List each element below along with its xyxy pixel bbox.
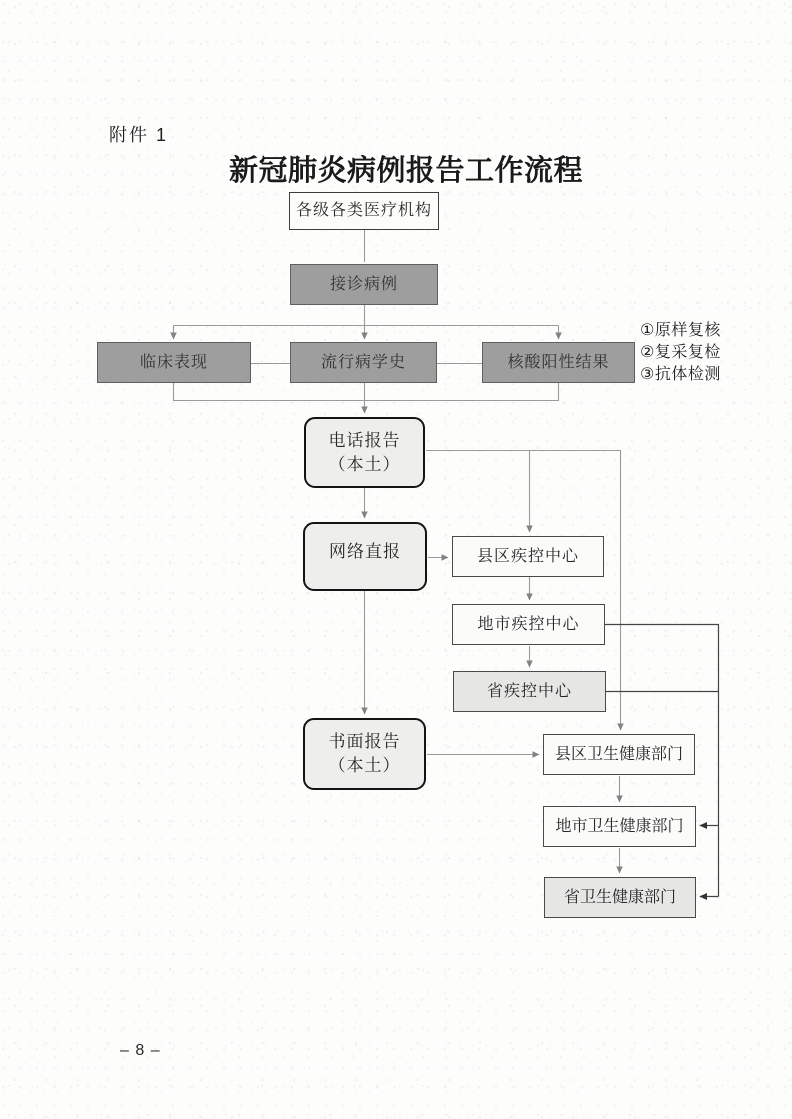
node-network-report bbox=[303, 522, 427, 591]
node-provincial-health-label: 省卫生健康部门 bbox=[563, 888, 676, 906]
node-county-cdc-label: 县区疾控中心 bbox=[476, 547, 579, 565]
side-note-line-3: ③抗体检测 bbox=[640, 366, 721, 383]
node-county-health bbox=[543, 734, 695, 775]
node-medical-orgs bbox=[289, 192, 439, 230]
node-written-report-line1: 书面报告 bbox=[328, 732, 401, 751]
node-medical-orgs-label: 各级各类医疗机构 bbox=[295, 202, 432, 220]
node-receive-case bbox=[290, 264, 438, 305]
edge-join-horizontal-bottom bbox=[174, 383, 559, 401]
node-county-health-label: 县区卫生健康部门 bbox=[554, 745, 683, 763]
page-title: 新冠肺炎病例报告工作流程 bbox=[228, 155, 583, 187]
side-note-line-1: ①原样复核 bbox=[640, 322, 721, 339]
node-clinical-label: 临床表现 bbox=[139, 353, 208, 371]
node-written-report-line2: （本土） bbox=[328, 756, 401, 775]
node-provincial-health bbox=[544, 877, 696, 918]
node-nucleic-positive-label: 核酸阳性结果 bbox=[507, 353, 610, 371]
node-phone-report bbox=[304, 417, 425, 488]
node-epidemiology-label: 流行病学史 bbox=[320, 353, 406, 371]
page-number: – 8 – bbox=[120, 1042, 161, 1059]
node-phone-report-line1: 电话报告 bbox=[328, 430, 401, 450]
node-provincial-cdc bbox=[453, 671, 606, 712]
side-note bbox=[640, 320, 750, 386]
node-network-report-label: 网络直报 bbox=[329, 541, 401, 561]
node-county-cdc bbox=[452, 536, 604, 577]
node-receive-case-label: 接诊病例 bbox=[329, 275, 398, 293]
node-city-cdc-label: 地市疾控中心 bbox=[477, 615, 580, 633]
side-note-line-2: ②复采复检 bbox=[640, 344, 721, 361]
node-phone-report-line2: （本土） bbox=[328, 454, 401, 474]
node-city-health-label: 地市卫生健康部门 bbox=[555, 817, 684, 835]
node-city-cdc bbox=[452, 604, 605, 645]
node-nucleic-positive bbox=[482, 342, 635, 383]
attachment-label: 附件 1 bbox=[109, 125, 169, 145]
node-provincial-cdc-label: 省疾控中心 bbox=[486, 682, 572, 700]
node-city-health bbox=[543, 806, 696, 847]
node-clinical bbox=[97, 342, 251, 383]
node-epidemiology bbox=[290, 342, 437, 383]
node-written-report bbox=[303, 718, 426, 790]
